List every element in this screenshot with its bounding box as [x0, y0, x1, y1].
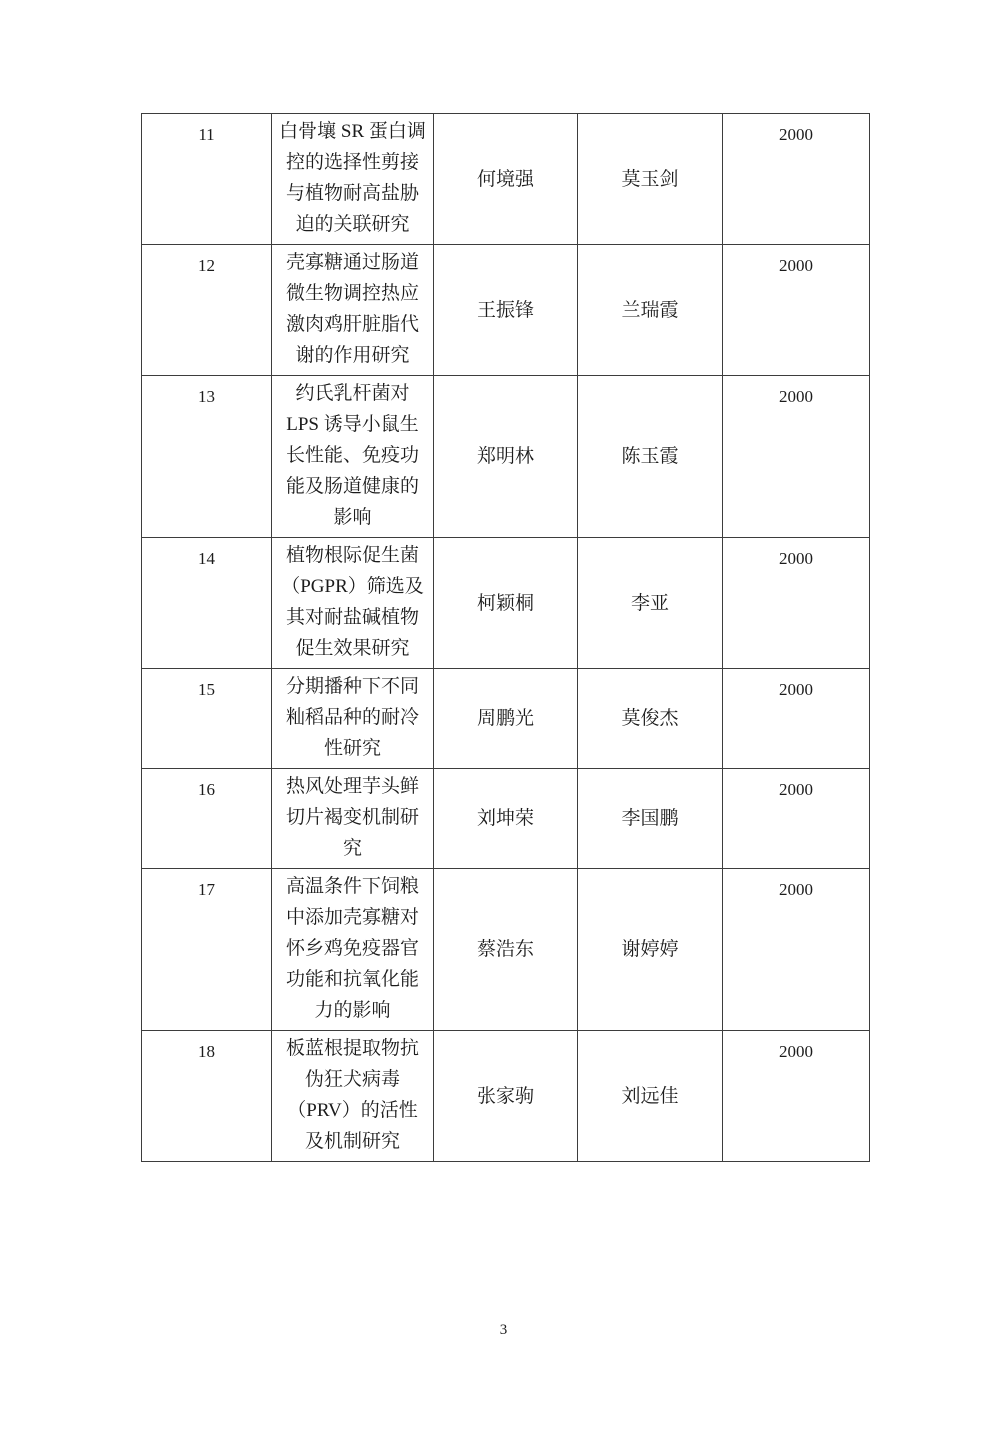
project-title-cell: 约氏乳杆菌对 LPS 诱导小鼠生长性能、免疫功能及肠道健康的影响 [272, 376, 434, 538]
row-number-cell: 17 [142, 869, 272, 1031]
row-number-cell: 16 [142, 769, 272, 869]
amount-cell: 2000 [723, 376, 870, 538]
table-row [142, 1031, 870, 1162]
row-number-cell: 18 [142, 1031, 272, 1162]
projects-table [141, 113, 870, 1162]
person2-cell: 李国鹏 [578, 769, 723, 869]
table-row [142, 245, 870, 376]
person1-cell: 柯颖桐 [434, 538, 578, 669]
projects-table-body [142, 114, 870, 1162]
project-title-cell: 分期播种下不同籼稻品种的耐冷性研究 [272, 669, 434, 769]
table-row [142, 669, 870, 769]
person2-cell: 莫俊杰 [578, 669, 723, 769]
person1-cell: 张家驹 [434, 1031, 578, 1162]
project-title-cell: 植物根际促生菌（PGPR）筛选及其对耐盐碱植物促生效果研究 [272, 538, 434, 669]
project-title-cell: 高温条件下饲粮中添加壳寡糖对怀乡鸡免疫器官功能和抗氧化能力的影响 [272, 869, 434, 1031]
amount-cell: 2000 [723, 245, 870, 376]
person2-cell: 兰瑞霞 [578, 245, 723, 376]
table-row [142, 538, 870, 669]
row-number-cell: 14 [142, 538, 272, 669]
amount-cell: 2000 [723, 1031, 870, 1162]
amount-cell: 2000 [723, 538, 870, 669]
project-title-cell: 热风处理芋头鲜切片褐变机制研究 [272, 769, 434, 869]
person1-cell: 蔡浩东 [434, 869, 578, 1031]
person1-cell: 王振锋 [434, 245, 578, 376]
table-row [142, 114, 870, 245]
table-row [142, 376, 870, 538]
person1-cell: 周鹏光 [434, 669, 578, 769]
person1-cell: 郑明林 [434, 376, 578, 538]
row-number-cell: 13 [142, 376, 272, 538]
person1-cell: 何境强 [434, 114, 578, 245]
person1-cell: 刘坤荣 [434, 769, 578, 869]
row-number-cell: 11 [142, 114, 272, 245]
table-row [142, 769, 870, 869]
person2-cell: 刘远佳 [578, 1031, 723, 1162]
table-row [142, 869, 870, 1031]
amount-cell: 2000 [723, 114, 870, 245]
person2-cell: 谢婷婷 [578, 869, 723, 1031]
amount-cell: 2000 [723, 669, 870, 769]
person2-cell: 莫玉剑 [578, 114, 723, 245]
page-number: 3 [499, 1322, 508, 1338]
person2-cell: 陈玉霞 [578, 376, 723, 538]
row-number-cell: 12 [142, 245, 272, 376]
amount-cell: 2000 [723, 869, 870, 1031]
project-title-cell: 板蓝根提取物抗伪狂犬病毒（PRV）的活性及机制研究 [272, 1031, 434, 1162]
project-title-cell: 壳寡糖通过肠道微生物调控热应激肉鸡肝脏脂代谢的作用研究 [272, 245, 434, 376]
project-title-cell: 白骨壤 SR 蛋白调控的选择性剪接与植物耐高盐胁迫的关联研究 [272, 114, 434, 245]
row-number-cell: 15 [142, 669, 272, 769]
person2-cell: 李亚 [578, 538, 723, 669]
amount-cell: 2000 [723, 769, 870, 869]
